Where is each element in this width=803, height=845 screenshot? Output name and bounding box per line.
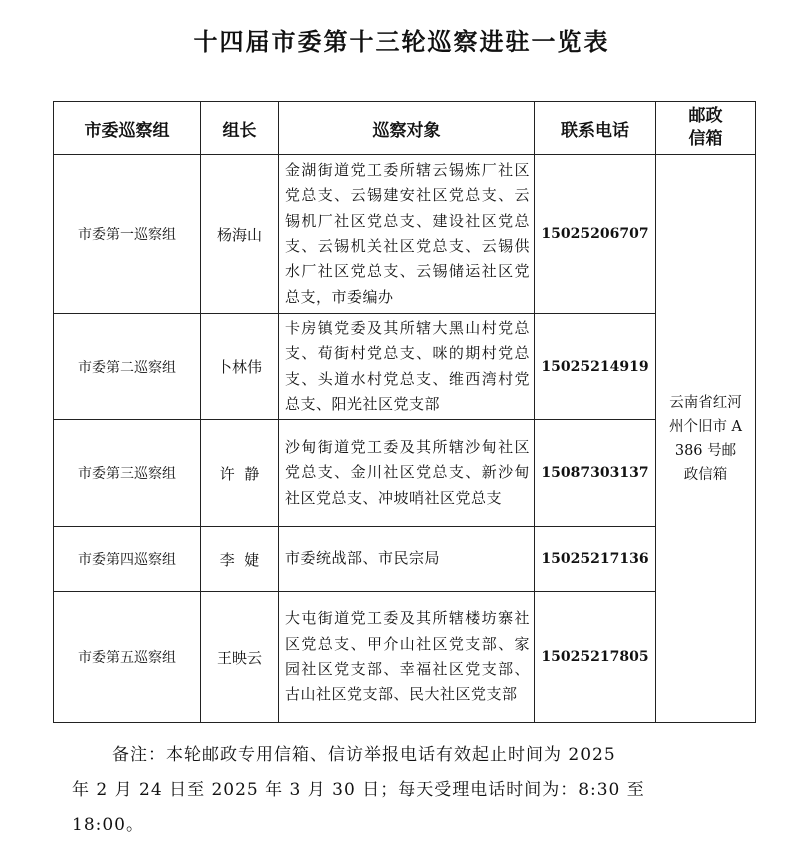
- table-row: [54, 314, 756, 420]
- inspection-table: [53, 101, 756, 723]
- header-target: 巡察对象: [279, 102, 535, 155]
- row-target: 卡房镇党委及其所辖大黑山村党总支、荀街村党总支、咪的期村党总支、头道水村党总支、维西湾村党总支、阳光社区党支部: [279, 314, 535, 420]
- footnote-line1: 备注：本轮邮政专用信箱、信访举报电话有效起止时间为 2025: [112, 745, 616, 765]
- table-header-row: [54, 102, 756, 155]
- row-group: 市委第四巡察组: [54, 527, 201, 592]
- row-phone: 15025206707: [535, 155, 656, 314]
- row-leader: 杨海山: [201, 155, 279, 314]
- table-row: [54, 527, 756, 592]
- table-row: [54, 592, 756, 723]
- row-phone: 15025217136: [535, 527, 656, 592]
- row-group: 市委第二巡察组: [54, 314, 201, 420]
- mailbox-cell: [656, 155, 756, 723]
- row-leader: 卜林伟: [201, 314, 279, 420]
- table-row: [54, 420, 756, 527]
- header-mailbox: [656, 102, 756, 155]
- row-phone: 15025217805: [535, 592, 656, 723]
- row-phone: 15025214919: [535, 314, 656, 420]
- header-mailbox-line1: 邮政: [688, 106, 723, 126]
- row-target: 市委统战部、市民宗局: [279, 527, 535, 592]
- footnote-line3: 18:00。: [72, 815, 144, 835]
- page-title: 十四届市委第十三轮巡察进驻一览表: [193, 27, 610, 56]
- row-leader: 王映云: [201, 592, 279, 723]
- row-leader: 许 静: [201, 420, 279, 527]
- header-group: 市委巡察组: [54, 102, 201, 155]
- table-row: [54, 155, 756, 314]
- row-group: 市委第一巡察组: [54, 155, 201, 314]
- header-leader: 组长: [201, 102, 279, 155]
- row-target: 金湖街道党工委所辖云锡炼厂社区党总支、云锡建安社区党总支、云锡机厂社区党总支、建设社区党总支、云锡机关社区党总支、云锡供水厂社区党总支、云锡储运社区党总支，市委编办: [279, 155, 535, 314]
- header-mailbox-line2: 信箱: [688, 129, 723, 149]
- row-group: 市委第三巡察组: [54, 420, 201, 527]
- row-phone: 15087303137: [535, 420, 656, 527]
- row-target: 沙甸街道党工委及其所辖沙甸社区党总支、金川社区党总支、新沙甸社区党总支、冲坡哨社区党总支: [279, 420, 535, 527]
- row-leader: 李 婕: [201, 527, 279, 592]
- footnote-line2: 年 2 月 24 日至 2025 年 3 月 30 日；每天受理电话时间为：8:30 至: [72, 780, 645, 800]
- mailbox-address: 云南省红河州个旧市 A386 号邮政信箱: [668, 394, 743, 483]
- footnote: [72, 738, 692, 843]
- row-group: 市委第五巡察组: [54, 592, 201, 723]
- header-phone: 联系电话: [535, 102, 656, 155]
- row-target: 大屯街道党工委及其所辖楼坊寨社区党总支、甲介山社区党支部、家园社区党支部、幸福社区党支部、古山社区党支部、民大社区党支部: [279, 592, 535, 723]
